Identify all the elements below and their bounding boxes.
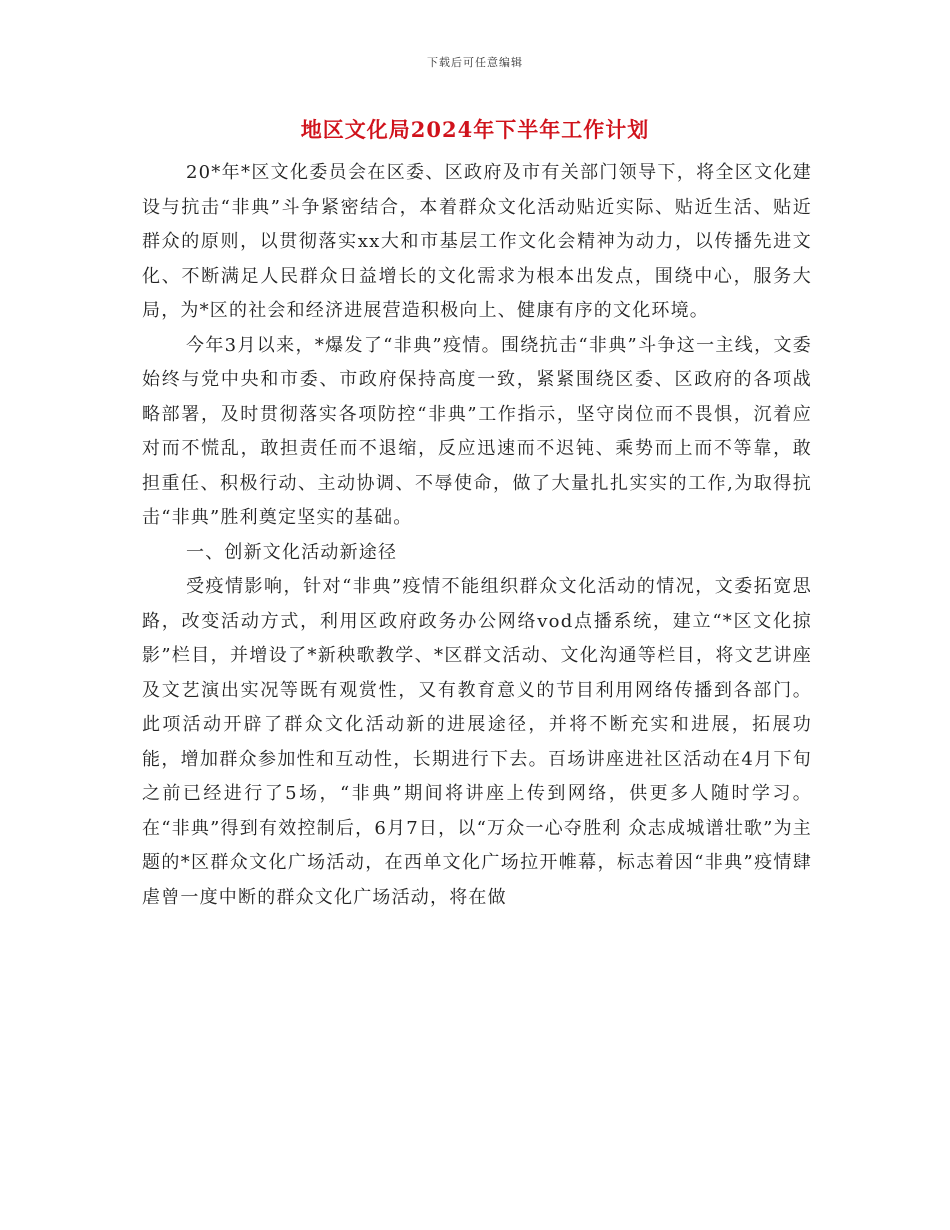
header-note: 下载后可任意编辑 <box>427 56 523 69</box>
paragraph-intro: 20*年*区文化委员会在区委、区政府及市有关部门领导下，将全区文化建设与抗击“非典”斗争紧密结合，本着群众文化活动贴近实际、贴近生活、贴近群众的原则，以贯彻落实xx大和市基层工作文化会精神为动力，以传播先进文化、不断满足人民群众日益增长的文化需求为根本出发点，围绕中心，服务大局，为*区的社会和经济进展营造积极向上、健康有序的文化环境。 <box>142 162 812 321</box>
paragraph-section-1: 受疫情影响，针对“非典”疫情不能组织群众文化活动的情况，文委拓宽思路，改变活动方式，利用区政府政务办公网络vod点播系统，建立“*区文化掠影”栏目，并增设了*新秧歌教学、*区群文活动、文化沟通等栏目，将文艺讲座及文艺演出实况等既有观赏性，又有教育意义的节目利用网络传播到各部门。此项活动开辟了群众文化活动新的进展途径，并将不断充实和进展，拓展功能，增加群众参加性和互动性，长期进行下去。百场讲座进社区活动在4月下旬之前已经进行了5场，“非典”期间将讲座上传到网络，供更多人随时学习。在“非典”得到有效控制后，6月7日，以“万众一心夺胜利 众志成城谱壮歌”为主题的*区群众文化广场活动，在西单文化广场拉开帷幕，标志着因“非典”疫情肆虐曾一度中断的群众文化广场活动，将在做 <box>142 576 812 908</box>
document-body <box>142 156 812 915</box>
document-title: 地区文化局2024年下半年工作计划 <box>300 117 650 142</box>
section-heading: 一、创新文化活动新途径 <box>186 541 398 563</box>
paragraph-sars: 今年3月以来，*爆发了“非典”疫情。围绕抗击“非典”斗争这一主线，文委始终与党中央和市委、市政府保持高度一致，紧紧围绕区委、区政府的各项战略部署，及时贯彻落实各项防控“非典”工作指示，坚守岗位而不畏惧，沉着应对而不慌乱，敢担责任而不退缩，反应迅速而不迟钝、乘势而上而不等靠，敢担重任、积极行动、主动协调、不辱使命，做了大量扎扎实实的工作,为取得抗击“非典”胜利奠定坚实的基础。 <box>142 334 812 528</box>
